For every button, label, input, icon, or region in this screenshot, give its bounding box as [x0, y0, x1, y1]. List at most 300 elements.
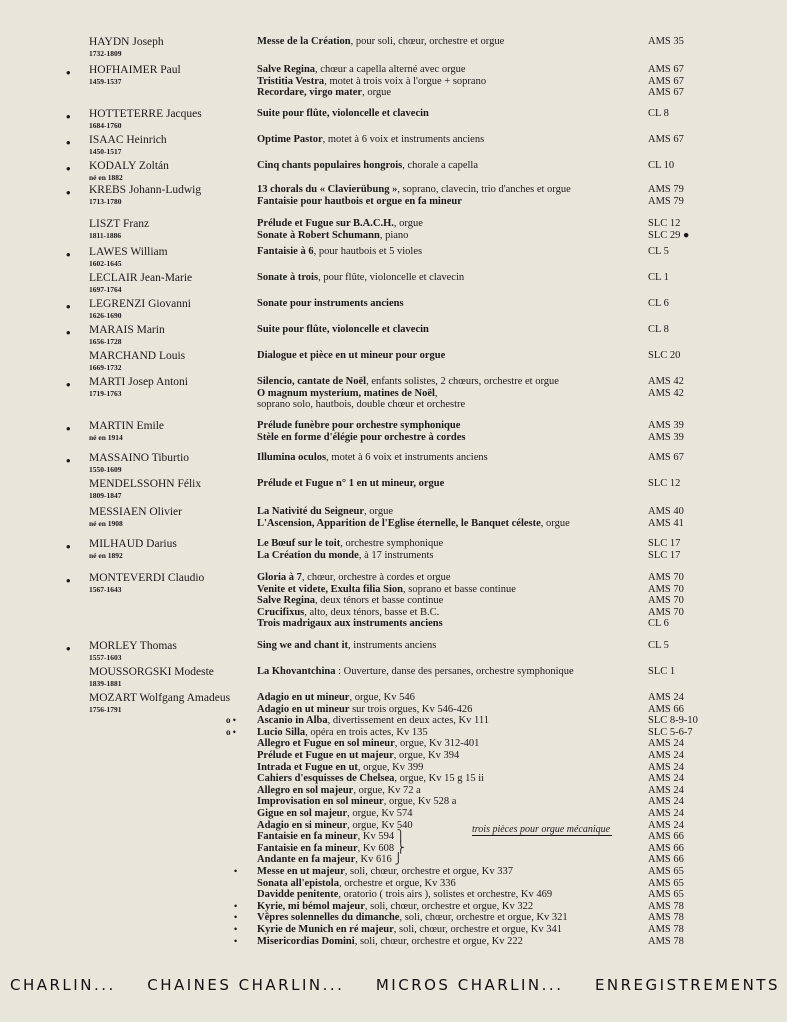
work-line [257, 87, 637, 99]
composer [89, 298, 249, 321]
composer [89, 36, 249, 59]
composer-dates: 1602-1645 [89, 259, 122, 268]
work-title: Allegro et Fugue en sol mineur [257, 738, 395, 750]
work-title: O magnum mysterium, matines de Noël [257, 387, 435, 399]
release-mark: • [234, 866, 238, 876]
catalog-reference: SLC 29 ● [648, 229, 690, 241]
work-title: Lucio Silla [257, 726, 306, 738]
composer-name: HAYDN Joseph [89, 36, 164, 48]
work-detail: , alto, deux ténors, basse et B.C. [304, 606, 440, 618]
release-mark: • [234, 935, 238, 946]
release-mark: • [234, 912, 238, 923]
composer [89, 666, 249, 689]
work-line [257, 572, 637, 584]
catalog-reference: SLC 8-9-10 [648, 715, 698, 727]
composer-dates: 1713-1780 [89, 197, 122, 206]
work-title: Sonata all'epistola [257, 877, 339, 889]
composer [89, 134, 249, 157]
work-line [257, 272, 637, 284]
work-detail: , soprano, clavecin, trio d'anches et orgue [397, 184, 571, 195]
composer-dates: 1809-1847 [89, 491, 122, 500]
work-line [257, 584, 637, 596]
work-detail: , orgue, Kv 528 a [383, 796, 457, 808]
catalog-reference: AMS 65 [648, 866, 684, 877]
composer-dates: 1459-1537 [89, 77, 122, 86]
catalog-reference: AMS 66 [648, 854, 684, 866]
composer-dates: 1626-1690 [89, 311, 122, 320]
catalog-reference: AMS 78 [648, 900, 684, 912]
composer-dates: 1684-1760 [89, 121, 122, 130]
work-detail: , orgue [540, 517, 570, 529]
work-detail: , orgue, Kv 399 [357, 761, 424, 773]
work-title: La Création du monde [257, 549, 359, 561]
catalog-reference: AMS 24 [648, 738, 684, 750]
work-detail: , à 17 instruments [358, 549, 434, 561]
catalog-reference: CL 10 [648, 160, 675, 171]
composer [89, 108, 249, 131]
composer [89, 692, 249, 715]
work-line [257, 246, 637, 258]
work-title: Suite pour flûte, violoncelle et clavecin [257, 324, 429, 335]
work-detail: , oratorio ( trois airs ), solistes et orchestre, Kv 469 [338, 889, 553, 901]
composer-dates: 1839-1881 [89, 679, 122, 688]
catalog-reference: AMS 78 [648, 924, 684, 935]
work-title: L'Ascension, Apparition de l'Eglise éternelle, le Banquet céleste [257, 517, 541, 529]
work-line [257, 808, 637, 820]
work-detail: soprano solo, hautbois, double chœur et orchestre [257, 399, 466, 411]
composer-name: LAWES William [89, 246, 168, 258]
work-line [257, 889, 637, 901]
work-title: Salve Regina [257, 595, 316, 607]
catalog-reference: SLC 1 [648, 666, 676, 677]
composer [89, 218, 249, 241]
catalog-reference: AMS 35 [648, 36, 684, 47]
work-line [257, 134, 637, 146]
work-title: Fantaisie en fa mineur [257, 831, 358, 843]
work-title: Gloria à 7 [257, 572, 302, 583]
catalog-reference: CL 1 [648, 272, 669, 283]
work-line [257, 773, 637, 785]
work-title: Kyrie de Munich en ré majeur [257, 924, 394, 935]
work-title: Trois madrigaux aux instruments anciens [257, 618, 443, 630]
work-title: Gigue en sol majeur [257, 808, 348, 819]
work-line [257, 376, 637, 388]
work-title: La Nativité du Seigneur [257, 506, 365, 517]
work-title: Fantaisie à 6 [257, 246, 314, 257]
work-line [257, 843, 637, 855]
new-release-bullet: • [66, 325, 71, 340]
work-line [257, 924, 637, 936]
work-line [257, 878, 637, 890]
composer-name: MORLEY Thomas [89, 640, 177, 652]
composer-dates: 1811-1886 [89, 231, 122, 240]
composer-name: HOTTETERRE Jacques [89, 108, 202, 120]
catalog-reference: AMS 67 [648, 64, 684, 75]
new-release-bullet: • [66, 539, 71, 554]
composer-name: MOUSSORGSKI Modeste [89, 666, 214, 678]
work-title: Fantaisie en fa mineur [257, 842, 358, 854]
work-title: Adagio en ut mineur [257, 703, 350, 715]
work-title: Fantaisie pour hautbois et orgue en fa mineur [257, 195, 462, 207]
work-line [257, 388, 637, 400]
work-title: Salve Regina [257, 64, 316, 75]
catalog-reference: AMS 24 [648, 784, 684, 796]
work-detail: , orgue, Kv 546 [349, 692, 415, 703]
new-release-bullet: • [66, 65, 71, 80]
work-line [257, 618, 637, 630]
work-title: Stèle en forme d'élégie pour orchestre à cordes [257, 431, 466, 443]
composer-name: MESSIAEN Olivier [89, 506, 182, 518]
composer-name: MILHAUD Darius [89, 538, 177, 550]
work-line [257, 196, 637, 208]
new-release-bullet: • [66, 109, 71, 124]
work-detail: , soli, chœur, orchestre et orgue, Kv 322 [364, 900, 534, 912]
catalog-reference: AMS 67 [648, 134, 684, 145]
work-title: Sonate à trois [257, 272, 319, 283]
composer-name: MARTIN Emile [89, 420, 165, 432]
work-detail: , deux ténors et basse continue [315, 595, 444, 607]
catalog-reference: AMS 24 [648, 750, 684, 761]
new-release-bullet: • [66, 161, 71, 176]
work-title: Misericordias Domini [257, 935, 355, 947]
work-detail: , motet à trois voix à l'orgue + soprano [324, 75, 487, 87]
composer-name: LECLAIR Jean-Marie [89, 272, 193, 284]
work-title: Cahiers d'esquisses de Chelsea [257, 773, 395, 785]
composer-name: MARAIS Marin [89, 324, 165, 336]
new-release-bullet: • [66, 453, 71, 468]
work-title: Ascanio in Alba [257, 715, 328, 727]
work-title: Adagio en si mineur [257, 819, 348, 831]
catalog-reference: SLC 17 [648, 538, 681, 549]
work-detail: , orgue, Kv 574 [347, 808, 413, 819]
composer-dates: né en 1908 [89, 519, 123, 528]
catalog-reference: SLC 12 [648, 218, 681, 229]
composer [89, 350, 249, 373]
catalog-reference: AMS 42 [648, 387, 684, 399]
work-line [257, 936, 637, 948]
new-release-bullet: • [66, 377, 71, 392]
work-detail: , chorale a capella [402, 160, 478, 171]
work-line [257, 218, 637, 230]
work-line [257, 420, 637, 432]
work-line [257, 692, 637, 704]
work-line [257, 796, 637, 808]
work-line [257, 298, 637, 310]
work-detail: , divertissement en deux actes, Kv 111 [327, 715, 489, 727]
work-line [257, 230, 637, 242]
work-detail: , soli, chœur, orchestre et orgue, Kv 337 [344, 866, 514, 877]
catalog-reference: AMS 24 [648, 796, 684, 808]
work-title: Messe de la Création [257, 36, 351, 47]
work-title: Venite et videte, Exulta filia Sion [257, 583, 404, 595]
composer-dates: 1557-1603 [89, 653, 122, 662]
work-detail: , orchestre symphonique [340, 538, 444, 549]
catalog-reference: AMS 24 [648, 819, 684, 831]
footer-item: ENREGISTREMENTS [594, 976, 780, 994]
work-title: Sonate pour instruments anciens [257, 298, 404, 309]
work-line [257, 715, 637, 727]
catalog-reference: AMS 41 [648, 517, 684, 529]
work-detail: , soli, chœur, orchestre et orgue, Kv 222 [354, 935, 523, 947]
catalog-reference: AMS 79 [648, 184, 684, 195]
composer-dates: 1697-1764 [89, 285, 122, 294]
work-detail: , orgue [364, 506, 394, 517]
work-line [257, 64, 637, 76]
work-line [257, 76, 637, 88]
composer-name: MARTI Josep Antoni [89, 376, 188, 388]
work-title: Davidde penitente [257, 889, 339, 901]
work-line [257, 36, 637, 48]
work-detail: , chœur, orchestre à cordes et orgue [301, 572, 451, 583]
work-title: Improvisation en sol mineur [257, 796, 384, 808]
composer-dates: 1732-1809 [89, 49, 122, 58]
composer-dates: 1567-1643 [89, 585, 122, 594]
catalog-reference: AMS 42 [648, 376, 684, 387]
composer-name: KREBS Johann-Ludwig [89, 184, 202, 196]
work-line [257, 184, 637, 196]
composer-dates: né en 1914 [89, 433, 123, 442]
work-title: Allegro en sol majeur [257, 784, 354, 796]
work-title: Le Bœuf sur le toit [257, 538, 341, 549]
composer [89, 478, 249, 501]
catalog-reference: AMS 66 [648, 842, 684, 854]
catalog-reference: AMS 70 [648, 583, 684, 595]
catalog-reference: AMS 79 [648, 195, 684, 207]
work-line [257, 399, 637, 411]
new-release-bullet: • [66, 135, 71, 150]
work-detail: , orgue, Kv 312-401 [394, 738, 480, 750]
catalog-reference: AMS 67 [648, 452, 684, 463]
new-release-bullet: • [66, 641, 71, 656]
work-line [257, 550, 637, 562]
work-title: Optime Pastor [257, 134, 323, 145]
work-line [257, 607, 637, 619]
catalog-reference: SLC 17 [648, 549, 681, 561]
work-line [257, 750, 637, 762]
work-detail: , Kv 608 ⎬ [357, 842, 405, 854]
catalog-reference: SLC 12 [648, 478, 681, 489]
catalog-reference: AMS 70 [648, 572, 684, 583]
catalog-reference: AMS 24 [648, 761, 684, 773]
work-detail: , chœur a capella alterné avec orgue [315, 64, 466, 75]
composer-name: LISZT Franz [89, 218, 150, 230]
catalog-reference: AMS 67 [648, 75, 684, 87]
work-detail: , pour flûte, violoncelle et clavecin [318, 272, 465, 283]
work-line [257, 478, 637, 490]
composer-dates: 1756-1791 [89, 705, 122, 714]
work-detail: , soprano et basse continue [403, 583, 516, 595]
catalog-reference: AMS 78 [648, 935, 684, 947]
work-title: Vêpres solennelles du dimanche [257, 912, 400, 924]
composer-name: HOFHAIMER Paul [89, 64, 181, 76]
work-title: Prélude et Fugue sur B.A.C.H. [257, 218, 394, 229]
work-title: Silencio, cantate de Noël [257, 376, 367, 387]
catalog-reference: SLC 5-6-7 [648, 726, 693, 738]
work-line [257, 912, 637, 924]
work-detail: , pour soli, chœur, orchestre et orgue [350, 36, 505, 47]
catalog-reference: CL 8 [648, 108, 669, 119]
work-detail: , instruments anciens [348, 640, 437, 651]
work-title: Andante en fa majeur [257, 854, 356, 866]
work-line [257, 506, 637, 518]
work-title: Messe en ut majeur [257, 866, 345, 877]
work-line [257, 518, 637, 530]
work-detail: , orgue, Kv 72 a [353, 784, 421, 796]
catalog-reference: AMS 40 [648, 506, 684, 517]
work-detail: , Kv 616 ⎭ [355, 854, 403, 866]
work-detail: , enfants solistes, 2 chœurs, orchestre et orgue [366, 376, 559, 387]
composer-dates: 1656-1728 [89, 337, 122, 346]
catalog-reference: AMS 39 [648, 431, 684, 443]
work-title: Cinq chants populaires hongrois [257, 160, 403, 171]
new-release-bullet: • [66, 421, 71, 436]
composer-name: MASSAINO Tiburtio [89, 452, 190, 464]
work-detail: , pour hautbois et 5 violes [313, 246, 423, 257]
work-title: Prélude funèbre pour orchestre symphonique [257, 420, 461, 431]
composer-name: MARCHAND Louis [89, 350, 186, 362]
catalog-reference: AMS 66 [648, 703, 684, 715]
catalog-reference: AMS 78 [648, 912, 684, 924]
work-detail: , soli, chœur, orchestre et orgue, Kv 321 [399, 912, 568, 924]
work-title: Dialogue et pièce en ut mineur pour orgue [257, 350, 446, 361]
composer [89, 160, 249, 183]
work-title: Tristitia Vestra [257, 75, 325, 87]
composer-dates: né en 1882 [89, 173, 123, 182]
composer-name: LEGRENZI Giovanni [89, 298, 191, 310]
work-detail: , piano [379, 229, 409, 241]
composer-dates: 1719-1763 [89, 389, 122, 398]
release-mark: • [234, 924, 238, 934]
work-detail: , orgue, Kv 394 [393, 750, 460, 761]
work-detail: , motet à 6 voix et instruments anciens [326, 452, 488, 463]
composer-name: KODALY Zoltán [89, 160, 169, 172]
catalog-reference: AMS 24 [648, 692, 684, 703]
new-release-bullet: • [66, 573, 71, 588]
composer [89, 538, 249, 561]
bracket-note: trois pièces pour orgue mécanique [472, 824, 611, 835]
work-title: La Khovantchina [257, 666, 336, 677]
work-detail: , opéra en trois actes, Kv 135 [305, 726, 428, 738]
composer [89, 572, 249, 595]
work-detail: , orgue, Kv 540 [347, 819, 413, 831]
work-line [257, 595, 637, 607]
composer [89, 246, 249, 269]
work-detail: : Ouverture, danse des persanes, orchestre symphonique [335, 666, 574, 677]
work-line [257, 854, 637, 866]
catalog-reference: AMS 65 [648, 877, 684, 889]
work-line [257, 324, 637, 336]
work-line [257, 866, 637, 878]
catalog-reference: AMS 65 [648, 889, 684, 901]
footer-item: CHARLIN... [10, 976, 116, 994]
work-line [257, 160, 637, 172]
catalog-reference: AMS 66 [648, 831, 684, 843]
new-release-bullet: • [66, 299, 71, 314]
composer [89, 506, 249, 529]
work-line [257, 901, 637, 913]
work-title: Prélude et Fugue en ut majeur [257, 750, 394, 761]
composer [89, 420, 249, 443]
catalog-reference: CL 6 [648, 298, 669, 309]
release-mark: o • [226, 726, 236, 737]
work-title: Illumina oculos [257, 452, 327, 463]
work-line [257, 108, 637, 120]
work-detail: , orgue, Kv 15 g 15 ii [394, 773, 485, 785]
work-title: Sing we and chant it [257, 640, 349, 651]
footer-item: CHAINES CHARLIN... [147, 976, 345, 994]
work-title: Recordare, virgo mater [257, 87, 363, 99]
composer-name: MENDELSSOHN Félix [89, 478, 202, 490]
composer [89, 452, 249, 475]
work-detail: , motet à 6 voix et instruments anciens [322, 134, 485, 145]
composer-name: ISAAC Heinrich [89, 134, 167, 146]
catalog-reference: AMS 70 [648, 595, 684, 607]
composer-dates: 1450-1517 [89, 147, 122, 156]
new-release-bullet: • [66, 247, 71, 262]
work-line [257, 350, 637, 362]
work-line [257, 538, 637, 550]
work-title: Kyrie, mi bémol majeur [257, 900, 365, 912]
work-detail: , orchestre et orgue, Kv 336 [338, 877, 456, 889]
work-line [257, 452, 637, 464]
work-line [257, 640, 637, 652]
composer-dates: 1669-1732 [89, 363, 122, 372]
work-title: Suite pour flûte, violoncelle et clavecin [257, 108, 429, 119]
catalog-reference: AMS 39 [648, 420, 684, 431]
work-line [257, 704, 637, 716]
composer [89, 184, 249, 207]
composer [89, 640, 249, 663]
catalog-reference: CL 5 [648, 246, 669, 257]
work-detail: , Kv 594 ⎫ [357, 831, 405, 843]
work-title: Prélude et Fugue n° 1 en ut mineur, orgue [257, 478, 445, 489]
composer [89, 324, 249, 347]
catalog-reference: SLC 20 [648, 350, 681, 361]
catalog-reference: AMS 24 [648, 773, 684, 785]
catalog-reference: AMS 24 [648, 808, 684, 819]
catalog-reference: AMS 70 [648, 606, 684, 618]
work-detail: , orgue [393, 218, 423, 229]
work-line [257, 727, 637, 739]
catalog-reference: CL 6 [648, 618, 669, 630]
work-detail: , [434, 387, 438, 399]
work-detail: , orgue [362, 87, 392, 99]
composer-dates: né en 1892 [89, 551, 123, 560]
work-detail: , soli, chœur, orchestre et orgue, Kv 341 [393, 924, 562, 935]
composer-name: MOZART Wolfgang Amadeus [89, 692, 231, 704]
composer-name: MONTEVERDI Claudio [89, 572, 205, 584]
composer [89, 376, 249, 399]
catalog-reference: CL 5 [648, 640, 669, 651]
work-line [257, 762, 637, 774]
composer-dates: 1550-1609 [89, 465, 122, 474]
work-title: 13 chorals du « Clavierübung » [257, 184, 398, 195]
work-line [257, 666, 637, 678]
release-mark: • [234, 900, 238, 911]
work-title: Crucifixus [257, 606, 305, 618]
work-title: Intrada et Fugue en ut [257, 761, 358, 773]
catalog-reference: AMS 67 [648, 87, 684, 99]
footer [10, 976, 780, 998]
footer-item: MICROS CHARLIN... [375, 976, 564, 994]
work-line [257, 738, 637, 750]
work-detail: sur trois orgues, Kv 546-426 [349, 703, 473, 715]
work-title: Sonate à Robert Schumann [257, 229, 380, 241]
work-line [257, 432, 637, 444]
new-release-bullet: • [66, 185, 71, 200]
composer [89, 272, 249, 295]
release-mark: o • [226, 715, 236, 726]
